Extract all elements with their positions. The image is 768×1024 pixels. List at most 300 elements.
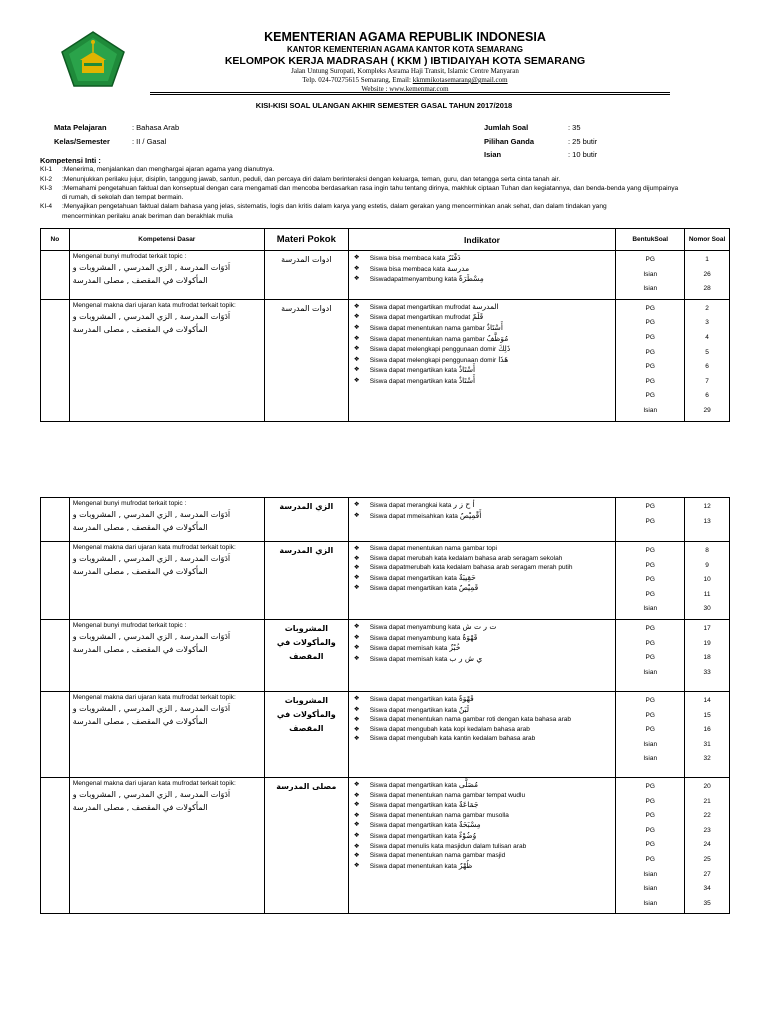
indikator-item [352, 563, 613, 573]
nomor-soal-value: 17 [703, 624, 711, 632]
indikator-item [352, 274, 613, 285]
kd-arabic: المأكولات في المقصف , مصلى المدرسة [72, 802, 208, 812]
diamond-bullet-icon: ❖ [353, 564, 360, 572]
diamond-bullet-icon: ❖ [353, 821, 360, 829]
cell-bentuk-soal [616, 498, 685, 542]
table-row [41, 542, 730, 620]
cell-no [41, 619, 70, 691]
cell-bentuk-soal [616, 251, 685, 300]
indikator-item [352, 622, 613, 633]
indikator-arabic: هَذَا [498, 354, 509, 364]
indikator-arabic: وُضُوْءٌ [458, 830, 477, 840]
diamond-bullet-icon: ❖ [353, 313, 360, 321]
table-row [41, 691, 730, 777]
cell-kompetensi-dasar [69, 619, 264, 691]
group-name: KELOMPOK KERJA MADRASAH ( KKM ) IBTIDAIYAH KOTA SEMARANG [224, 55, 586, 67]
meta-key: Isian [484, 150, 502, 159]
indikator-item [352, 376, 613, 387]
bentuk-soal-value: PG [645, 319, 655, 327]
indikator-list [352, 622, 613, 664]
cell-nomor-soal [685, 542, 730, 620]
indikator-text: Siswa dapat menentukan nama gambar [369, 335, 485, 343]
diamond-bullet-icon: ❖ [353, 573, 360, 581]
cell-indikator [348, 498, 616, 542]
table-row [41, 251, 730, 300]
indikator-list [352, 302, 613, 387]
kd-text: Mengenal bunyi mufrodat terkait topic : [72, 621, 187, 629]
nomor-soal-value: 33 [703, 668, 711, 676]
indikator-arabic: خُبْزٌ [449, 643, 461, 653]
diamond-bullet-icon: ❖ [353, 780, 360, 788]
nomor-soal-value: 21 [703, 797, 711, 805]
indikator-item [352, 344, 613, 355]
cell-no [41, 691, 70, 777]
indikator-text: Siswa dapat menyambung kata [369, 623, 461, 631]
indikator-text: Siswa dapat menyambung kata [369, 634, 461, 642]
diamond-bullet-icon: ❖ [353, 633, 360, 641]
header-ns: Nomor Soal [685, 229, 730, 251]
cell-indikator [348, 777, 616, 913]
indikator-item [352, 554, 613, 564]
cell-bentuk-soal [616, 777, 685, 913]
indikator-text: Siswa dapat mengartikan kata [369, 695, 457, 703]
table-row [41, 777, 730, 913]
kompetensi-text: :Memahami pengetahuan faktual dan konseptual dengan cara mengamati dan mencoba berdasarkan rasa ingin tahu tentang dirinya, makhluk ciptaan Tuhan dan kegiatannya, dan benda-benda yang dijumpainya [62, 184, 679, 192]
kisi-table-1 [40, 228, 730, 422]
indikator-text: Siswa dapat menentukan nama gambar musolla [369, 811, 509, 819]
meta-key: Jumlah Soal [484, 123, 529, 132]
cell-materi-pokok: المشروبات والمأكولات في المقصف [264, 619, 348, 691]
kompetensi-code [40, 193, 62, 202]
indikator-arabic: مُصَلَّى [458, 779, 479, 789]
indikator-list [352, 500, 613, 521]
bentuk-soal-value: PG [645, 797, 655, 805]
indikator-arabic: حَقِيبَةٌ [458, 572, 476, 582]
indikator-text: Siswa dapat menulis kata masjidun dalam tulisan arab [369, 842, 527, 850]
cell-nomor-soal [685, 691, 730, 777]
kompetensi-text: mencerminkan perilaku anak beriman dan berakhlak mulia [62, 212, 233, 220]
nomor-soal-value: 14 [703, 696, 711, 704]
kd-arabic: اَدَوَات المدرسة , الزي المدرسي , المشروبات و [72, 703, 231, 713]
cell-nomor-soal [685, 619, 730, 691]
indikator-arabic: قَمِيْصٌ [458, 583, 479, 593]
indikator-item [352, 800, 613, 811]
diamond-bullet-icon: ❖ [353, 725, 360, 733]
kd-arabic: المأكولات في المقصف , مصلى المدرسة [72, 567, 208, 576]
meta-value: : II / Gasal [132, 136, 167, 146]
indikator-text: Siswa dapat mengartikan kata [369, 706, 457, 714]
indikator-item [352, 334, 613, 345]
kompetensi-title: Kompetensi Inti : [40, 156, 101, 165]
indikator-item [352, 820, 613, 831]
indikator-text: Siswa dapat memisah kata [369, 645, 448, 653]
indikator-text: Siswa dapat mengartikan kata [369, 377, 457, 385]
contact-text: Telp. 024-70275615 Semarang, Email: [302, 76, 413, 84]
indikator-arabic: المدرسة [472, 301, 499, 311]
diamond-bullet-icon: ❖ [353, 644, 360, 652]
header-ind: Indikator [348, 229, 616, 251]
kisi-table-2 [40, 497, 730, 914]
bentuk-soal-value: PG [645, 392, 655, 400]
indikator-arabic: جَمَاعَةٌ [458, 800, 479, 810]
indikator-arabic: أَسْتَاذٌ [458, 375, 476, 385]
diamond-bullet-icon: ❖ [353, 264, 360, 272]
header-mp: Materi Pokok [264, 229, 348, 251]
indikator-item [352, 253, 613, 264]
cell-materi-pokok: المشروبات والمأكولات في المقصف [264, 691, 348, 777]
nomor-soal-value: 3 [705, 319, 709, 327]
diamond-bullet-icon: ❖ [353, 355, 360, 363]
nomor-soal-value: 10 [703, 576, 711, 584]
kompetensi-text: di rumah, di sekolah dan tempat bermain. [62, 194, 184, 202]
cell-nomor-soal [685, 251, 730, 300]
header-no: No [41, 229, 70, 251]
kompetensi-item [40, 175, 730, 184]
cell-materi-pokok: ادوات المدرسة [264, 251, 348, 300]
nomor-soal-value: 18 [703, 654, 711, 662]
indikator-item [352, 264, 613, 275]
indikator-item [352, 312, 613, 323]
indikator-arabic: دَفْتَرٌ [447, 253, 461, 262]
cell-no [41, 542, 70, 620]
cell-no [41, 777, 70, 913]
cell-kompetensi-dasar [69, 299, 264, 421]
cell-kompetensi-dasar [69, 251, 264, 300]
indikator-item [352, 544, 613, 554]
nomor-soal-value: 29 [703, 406, 711, 414]
indikator-item [352, 500, 613, 511]
meta-value: : 35 [568, 123, 581, 132]
diamond-bullet-icon: ❖ [353, 584, 360, 592]
diamond-bullet-icon: ❖ [353, 501, 360, 508]
nomor-soal-value: 6 [705, 363, 709, 371]
table-row [41, 619, 730, 691]
meta-key: Kelas/Semester [54, 136, 110, 146]
indikator-text: Siswa dapat mengartikan mufrodat [369, 314, 471, 322]
indikator-text: Siswa dapat menentukan nama gambar topi [369, 545, 497, 552]
nomor-soal-value: 7 [705, 377, 709, 385]
indikator-item [352, 851, 613, 861]
kd-text: Mengenal makna dari ujaran kata mufrodat terkait topik: [72, 544, 236, 551]
bentuk-soal-value: Isian [643, 605, 658, 613]
indikator-item [352, 583, 613, 594]
kompetensi-item [40, 184, 730, 193]
meta-left [52, 120, 181, 149]
cell-indikator [348, 542, 616, 620]
cell-nomor-soal [685, 498, 730, 542]
diamond-bullet-icon: ❖ [353, 345, 360, 353]
indikator-arabic: قَلَمٌ [472, 312, 484, 322]
bentuk-soal-value: PG [645, 639, 655, 647]
indikator-item [352, 725, 613, 735]
nomor-soal-value: 35 [703, 899, 711, 907]
indikator-text: Siswa bisa membaca kata [369, 265, 446, 273]
bentuk-soal-value: PG [645, 503, 655, 510]
nomor-soal-value: 28 [703, 285, 711, 293]
diamond-bullet-icon: ❖ [353, 511, 360, 519]
cell-indikator [348, 299, 616, 421]
cell-nomor-soal [685, 777, 730, 913]
kompetensi-text: :Menyajikan pengetahuan faktual dalam bahasa yang jelas, sistematis, logis dan kritis dalam karya yang estetis, dalam gerakan yang mencerminkan anak sehat, dan dalam tindakan yang [62, 203, 607, 211]
bentuk-soal-value: PG [645, 333, 655, 341]
indikator-item [352, 842, 613, 852]
kd-arabic: اَدَوَات المدرسة , الزي المدرسي , المشروبات و [72, 263, 231, 272]
bentuk-soal-value: PG [645, 576, 655, 584]
kompetensi-code: KI-1 [40, 166, 53, 174]
header-rule [150, 92, 670, 93]
cell-materi-pokok: الزي المدرسة [264, 542, 348, 620]
indikator-item [352, 323, 613, 334]
diamond-bullet-icon: ❖ [353, 842, 360, 850]
nomor-soal-value: 4 [705, 333, 709, 341]
indikator-text: Siswa dapat melengkapi penggunaan domir [369, 356, 497, 364]
nomor-soal-value: 32 [703, 755, 711, 763]
indikator-item [352, 811, 613, 821]
cell-bentuk-soal [616, 542, 685, 620]
kompetensi-item [40, 202, 730, 211]
nomor-soal-value: 1 [705, 256, 709, 263]
indikator-text: Siswa dapat menentukan nama gambar masjid [369, 852, 506, 860]
nomor-soal-value: 34 [703, 885, 711, 893]
indikator-list [352, 694, 613, 744]
cell-indikator [348, 251, 616, 300]
indikator-arabic: لَبَنٌ [458, 704, 470, 714]
bentuk-soal-value: PG [645, 348, 655, 356]
indikator-arabic: مُوَظَّفٌ [486, 333, 509, 343]
diamond-bullet-icon: ❖ [353, 811, 360, 819]
indikator-arabic: مِسْطَرَةٌ [458, 274, 484, 284]
header-kd: Kompetensi Dasar [69, 229, 264, 251]
cell-indikator [348, 619, 616, 691]
kompetensi-code: KI-4 [40, 203, 53, 211]
indikator-arabic: ت ر ت ش [462, 621, 497, 631]
indikator-text: Siswa dapat melengkapi penggunaan domir [369, 346, 497, 354]
table-row [41, 299, 730, 421]
diamond-bullet-icon: ❖ [353, 302, 360, 310]
indikator-arabic: قَهْوَةٌ [462, 632, 478, 642]
bentuk-soal-value: PG [645, 696, 655, 704]
cell-kompetensi-dasar [69, 542, 264, 620]
indikator-item [352, 355, 613, 366]
cell-materi-pokok: ادوات المدرسة [264, 299, 348, 421]
cell-kompetensi-dasar [69, 777, 264, 913]
indikator-list [352, 544, 613, 594]
cell-kompetensi-dasar [69, 691, 264, 777]
nomor-soal-value: 22 [703, 812, 711, 820]
kd-arabic: المأكولات في المقصف , مصلى المدرسة [72, 716, 208, 726]
nomor-soal-value: 27 [703, 870, 711, 878]
indikator-text: Siswa dapat mengubah kata kantin kedalam bahasa arab [369, 735, 536, 743]
nomor-soal-value: 24 [703, 841, 711, 849]
indikator-item [352, 780, 613, 791]
kd-arabic: اَدَوَات المدرسة , الزي المدرسي , المشروبات و [72, 631, 231, 641]
indikator-item [352, 365, 613, 376]
bentuk-soal-value: PG [645, 256, 655, 263]
indikator-item [352, 633, 613, 644]
nomor-soal-value: 16 [703, 726, 711, 734]
bentuk-soal-value: PG [645, 377, 655, 385]
diamond-bullet-icon: ❖ [353, 735, 360, 743]
indikator-list [352, 253, 613, 285]
bentuk-soal-value: PG [645, 517, 655, 525]
indikator-text: Siswa dapat mmeisahkan kata [369, 512, 458, 520]
cell-indikator [348, 691, 616, 777]
bentuk-soal-value: Isian [643, 870, 658, 878]
diamond-bullet-icon: ❖ [353, 554, 360, 562]
indikator-arabic: أَسْتَاذٌ [486, 322, 503, 332]
indikator-text: Siswa dapat mengartikan kata [369, 367, 457, 375]
cell-no [41, 498, 70, 542]
bentuk-soal-value: Isian [643, 899, 658, 907]
indikator-item [352, 302, 613, 313]
header-bs: BentukSoal [616, 229, 685, 251]
indikator-text: Siswa dapat mengartikan kata [369, 585, 457, 593]
indikator-item [352, 791, 613, 801]
meta-value: : Bahasa Arab [132, 123, 180, 132]
diamond-bullet-icon: ❖ [353, 654, 360, 662]
indikator-item [352, 511, 613, 522]
kompetensi-list [40, 165, 730, 221]
meta-value: : 10 butir [568, 150, 598, 159]
indikator-item [352, 861, 613, 872]
office-name: KANTOR KEMENTERIAN AGAMA KANTOR KOTA SEMARANG [287, 45, 523, 54]
diamond-bullet-icon: ❖ [353, 334, 360, 342]
indikator-text: Siswa dapat mengubah kata kopi kedalam bahasa arab [369, 725, 530, 733]
bentuk-soal-value: Isian [643, 406, 658, 414]
indikator-arabic: مدرسة [447, 263, 470, 273]
nomor-soal-value: 25 [703, 855, 711, 863]
diamond-bullet-icon: ❖ [353, 366, 360, 374]
cell-materi-pokok: الزي المدرسة [264, 498, 348, 542]
nomor-soal-value: 26 [703, 270, 711, 278]
bentuk-soal-value: PG [645, 590, 655, 598]
diamond-bullet-icon: ❖ [353, 801, 360, 809]
indikator-item [352, 694, 613, 705]
nomor-soal-value: 2 [705, 304, 709, 312]
indikator-text: Siswa dapat memisah kata [369, 655, 448, 663]
diamond-bullet-icon: ❖ [353, 831, 360, 839]
address: Jalan Untung Suropati, Kompleks Asrama Haji Transit, Islamic Centre Manyaran [291, 67, 519, 75]
cell-materi-pokok: مصلى المدرسة [264, 777, 348, 913]
cell-nomor-soal [685, 299, 730, 421]
nomor-soal-value: 13 [703, 517, 711, 525]
indikator-item [352, 573, 613, 584]
kemenag-logo-icon [60, 30, 126, 88]
nomor-soal-value: 31 [703, 740, 711, 748]
bentuk-soal-value: PG [645, 855, 655, 863]
kd-text: Mengenal makna dari ujaran kata mufrodat terkait topik: [72, 693, 236, 701]
nomor-soal-value: 20 [703, 782, 711, 790]
website: Website : www.kemenmar.com [361, 85, 449, 93]
diamond-bullet-icon: ❖ [353, 323, 360, 331]
bentuk-soal-value: PG [645, 561, 655, 569]
cell-bentuk-soal [616, 691, 685, 777]
kd-arabic: المأكولات في المقصف , مصلى المدرسة [72, 324, 208, 334]
nomor-soal-value: 15 [703, 711, 711, 719]
kompetensi-code: KI-2 [40, 175, 53, 183]
indikator-item [352, 643, 613, 654]
bentuk-soal-value: PG [645, 654, 655, 662]
diamond-bullet-icon: ❖ [353, 254, 360, 261]
header-rule-2 [150, 94, 670, 95]
kd-arabic: اَدَوَات المدرسة , الزي المدرسي , المشروبات و [72, 311, 231, 321]
nomor-soal-value: 6 [705, 392, 709, 400]
kompetensi-item [40, 193, 730, 202]
kompetensi-text: :Menerima, menjalankan dan menghargai ajaran agama yang dianutnya. [62, 166, 275, 174]
nomor-soal-value: 23 [703, 826, 711, 834]
kd-arabic: اَدَوَات المدرسة , الزي المدرسي , المشروبات و [72, 789, 231, 799]
cell-bentuk-soal [616, 619, 685, 691]
indikator-arabic: أَقْمِيْصٌ [459, 510, 482, 520]
kompetensi-item [40, 212, 730, 221]
diamond-bullet-icon: ❖ [353, 861, 360, 869]
diamond-bullet-icon: ❖ [353, 275, 360, 283]
bentuk-soal-value: PG [645, 826, 655, 834]
indikator-text: Siswa dapat mengartikan kata [369, 781, 457, 789]
kd-arabic: اَدَوَات المدرسة , الزي المدرسي , المشروبات و [72, 510, 231, 519]
bentuk-soal-value: Isian [643, 755, 658, 763]
email-link[interactable]: kkmmikotasemarang@gmail.com [412, 76, 508, 84]
indikator-item [352, 654, 613, 665]
indikator-arabic: قَهْوَةٌ [458, 693, 474, 703]
indikator-text: Siswa dapatmerubah kata kedalam bahasa arab seragam merah putih [369, 564, 573, 572]
bentuk-soal-value: PG [645, 812, 655, 820]
cell-kompetensi-dasar [69, 498, 264, 542]
kd-arabic: المأكولات في المقصف , مصلى المدرسة [72, 523, 208, 532]
kd-arabic: المأكولات في المقصف , مصلى المدرسة [72, 276, 208, 285]
document-title: KISI-KISI SOAL ULANGAN AKHIR SEMESTER GASAL TAHUN 2017/2018 [255, 101, 513, 110]
indikator-arabic: أ ح ز ر [453, 500, 475, 509]
kompetensi-code: KI-3 [40, 184, 53, 192]
indikator-text: Siswa dapat mengartikan kata [369, 822, 457, 830]
bentuk-soal-value: Isian [643, 885, 658, 893]
indikator-text: Siswa bisa membaca kata [369, 255, 446, 262]
diamond-bullet-icon: ❖ [353, 694, 360, 702]
indikator-arabic: ي ش ر ب [449, 653, 483, 663]
diamond-bullet-icon: ❖ [353, 852, 360, 860]
cell-no [41, 251, 70, 300]
bentuk-soal-value: Isian [643, 668, 658, 676]
indikator-text: Siswa dapat mengartikan mufrodat [369, 303, 471, 311]
indikator-arabic: ذَلِكَ [498, 344, 511, 354]
indikator-text: Siswa dapat menentukan kata [369, 862, 457, 870]
nomor-soal-value: 11 [703, 590, 711, 598]
indikator-item [352, 715, 613, 725]
kd-text: Mengenal bunyi mufrodat terkait topic : [72, 500, 187, 507]
indikator-arabic: ظُهْرٌ [458, 860, 473, 870]
meta-key: Mata Pelajaran [54, 123, 107, 132]
bentuk-soal-value: PG [645, 547, 655, 554]
indikator-text: Siswa dapat menentukan nama gambar tempat wudlu [369, 791, 526, 799]
kompetensi-inti [40, 156, 730, 221]
kompetensi-code [40, 212, 62, 221]
nomor-soal-value: 19 [703, 639, 711, 647]
kompetensi-text: :Menunjukkan perilaku jujur, disiplin, tanggung jawab, santun, peduli, dan percaya diri dalam berinteraksi dengan keluarga, teman, guru, dan tetangga serta cinta tanah air. [62, 175, 561, 183]
table-row [41, 498, 730, 542]
indikator-text: Siswa dapat mengartikan kata [369, 574, 457, 582]
indikator-arabic: أَسْتَاذٌ [458, 365, 476, 375]
bentuk-soal-value: PG [645, 841, 655, 849]
diamond-bullet-icon: ❖ [353, 716, 360, 724]
indikator-text: Siswa dapat menentukan nama gambar roti dengan kata bahasa arab [369, 716, 572, 724]
diamond-bullet-icon: ❖ [353, 376, 360, 384]
ministry-name: KEMENTERIAN AGAMA REPUBLIK INDONESIA [264, 30, 546, 44]
indikator-text: Siswadapatmenyambung kata [369, 276, 457, 284]
indikator-list [352, 780, 613, 871]
letterhead [150, 30, 660, 94]
bentuk-soal-value: Isian [643, 270, 658, 278]
indikator-text: Siswa dapat merubah kata kedalam bahasa arab seragam sekolah [369, 554, 563, 562]
